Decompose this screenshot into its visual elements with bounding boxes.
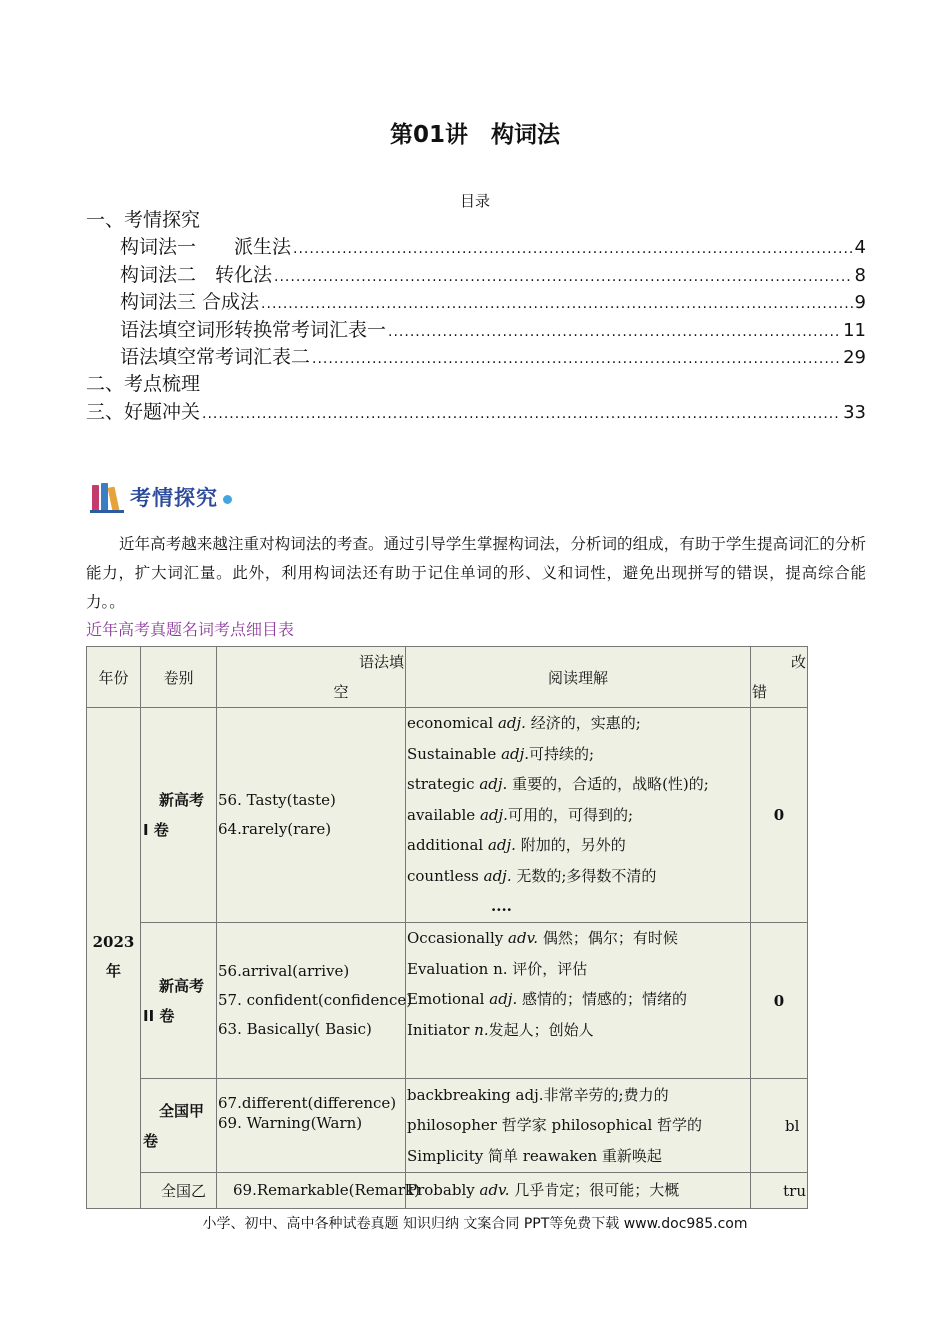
header-year: 年份 <box>87 647 141 708</box>
dot-icon <box>223 495 232 504</box>
toc-page-number: 29 <box>843 346 866 368</box>
paper-cell: 新高考 I 卷 <box>141 708 217 923</box>
paper-cell: 全国甲 卷 <box>141 1079 217 1173</box>
page-title: 第01讲 构词法 <box>389 122 560 148</box>
toc-leader-dots <box>312 346 841 373</box>
toc-item[interactable] <box>86 399 866 426</box>
toc-leader-dots <box>202 401 841 428</box>
toc-item-label: 语法填空词形转换常考词汇表一 <box>120 318 387 341</box>
toc-item-label: 二、考点梳理 <box>86 373 201 396</box>
paper-cell: 新高考 II 卷 <box>141 923 217 1079</box>
toc-item[interactable] <box>86 344 866 371</box>
toc-leader-dots <box>388 319 841 346</box>
reading-cell <box>406 923 751 1079</box>
error-cell: tru <box>751 1173 808 1209</box>
reading-cell <box>406 1173 751 1209</box>
grammar-cell: 56.arrival(arrive) 57. confident(confidence) 63. Basically( Basic) <box>217 923 406 1079</box>
toc-item[interactable] <box>86 207 866 234</box>
books-icon <box>90 481 130 513</box>
vocab-entry: backbreaking adj.非常辛劳的;费力的 <box>407 1085 669 1104</box>
banner-text: 考情探究 <box>130 486 218 510</box>
toc-item[interactable] <box>86 371 866 398</box>
exam-table <box>86 646 808 1209</box>
header-grammar: 语法填 空 <box>217 647 406 708</box>
paper-cell: 全国乙 <box>141 1173 217 1209</box>
intro-paragraph: 近年高考越来越注重对构词法的考查。通过引导学生掌握构词法，分析词的组成，有助于学生提高词汇的分析能力，扩大词汇量。此外，利用构词法还有助于记住单词的形、义和词性，避免出现拼写的错误，提高综合能力。。 <box>86 535 866 611</box>
table-row <box>87 1173 808 1209</box>
toc-item-label: 语法填空常考词汇表二 <box>120 345 311 368</box>
vocab-entry: available adj.可用的，可得到的; <box>407 805 633 824</box>
toc-item[interactable] <box>86 289 866 316</box>
grammar-cell: 67.different(difference) 69. Warning(Warn) <box>217 1079 406 1173</box>
vocab-entry: strategic adj. 重要的，合适的，战略(性)的; <box>407 775 709 794</box>
error-cell: 0 <box>751 923 808 1079</box>
header-error: 改 错 <box>751 647 808 708</box>
toc-leader-dots <box>261 291 853 318</box>
vocab-entry: Simplicity 简单 reawaken 重新唤起 <box>407 1146 662 1165</box>
toc-page-number: 33 <box>843 401 866 423</box>
vocab-entry: Sustainable adj.可持续的; <box>407 744 595 763</box>
toc-page-number: 4 <box>854 237 866 259</box>
page-footer: 小学、初中、高中各种试卷真题 知识归纳 文案合同 PPT等免费下载 www.doc985.com <box>202 1216 748 1232</box>
toc-page-number: 9 <box>854 292 866 314</box>
grammar-cell: 56. Tasty(taste) 64.rarely(rare) <box>217 708 406 923</box>
vocab-entry: additional adj. 附加的，另外的 <box>407 836 626 855</box>
vocab-entry: economical adj. 经济的，实惠的; <box>407 714 641 733</box>
toc-item[interactable] <box>86 262 866 289</box>
toc-item[interactable] <box>86 317 866 344</box>
error-cell: 0 <box>751 708 808 923</box>
table-row <box>87 708 808 923</box>
toc-item-label: 构词法一 派生法 <box>120 236 292 259</box>
toc-item-label: 三、好题冲关 <box>86 400 201 423</box>
section-banner <box>90 478 232 516</box>
toc-item-label: 构词法三 合成法 <box>120 291 260 314</box>
table-header-row <box>87 647 808 708</box>
grammar-cell: 69.Remarkable(Remark) <box>217 1173 406 1209</box>
table-of-contents <box>86 207 866 426</box>
header-reading: 阅读理解 <box>406 647 751 708</box>
toc-heading: 目录 <box>459 192 490 210</box>
toc-leader-dots <box>293 236 853 263</box>
vocab-entry: Evaluation n. 评价，评估 <box>407 959 588 978</box>
toc-item[interactable] <box>86 234 866 261</box>
toc-item-label: 构词法二 转化法 <box>120 263 273 286</box>
table-row <box>87 1079 808 1173</box>
table-row <box>87 923 808 1079</box>
reading-cell: economical adj. 经济的，实惠的; Sustainable adj.可持续的; strategic adj. 重要的，合适的，战略(性)的; available adj.可用的，可得到的; additional adj. 附加的，另外的 countless adj. 无数的;多得数不清的 .... <box>406 708 751 923</box>
vocab-entry: Emotional adj. 感情的；情感的；情绪的 <box>407 990 687 1008</box>
error-cell: bl <box>751 1079 808 1173</box>
vocab-entry: philosopher 哲学家 philosophical 哲学的 <box>407 1116 703 1135</box>
toc-item-label: 一、考情探究 <box>86 209 201 231</box>
vocab-entry: Occasionally adv. 偶然；偶尔；有时候 <box>407 929 678 947</box>
vocab-entry: countless adj. 无数的;多得数不清的 <box>407 866 657 885</box>
header-paper: 卷别 <box>141 647 217 708</box>
toc-page-number: 8 <box>854 264 866 286</box>
toc-page-number: 11 <box>843 319 866 341</box>
vocab-entry: Probably adv. 几乎肯定；很可能；大概 <box>407 1181 680 1200</box>
toc-leader-dots <box>274 264 853 291</box>
vocab-entry: Initiator n.发起人；创始人 <box>407 1020 594 1039</box>
year-cell: 2023 年 <box>87 708 141 1209</box>
table-title: 近年高考真题名词考点细目表 <box>86 620 295 639</box>
reading-cell <box>406 1079 751 1173</box>
